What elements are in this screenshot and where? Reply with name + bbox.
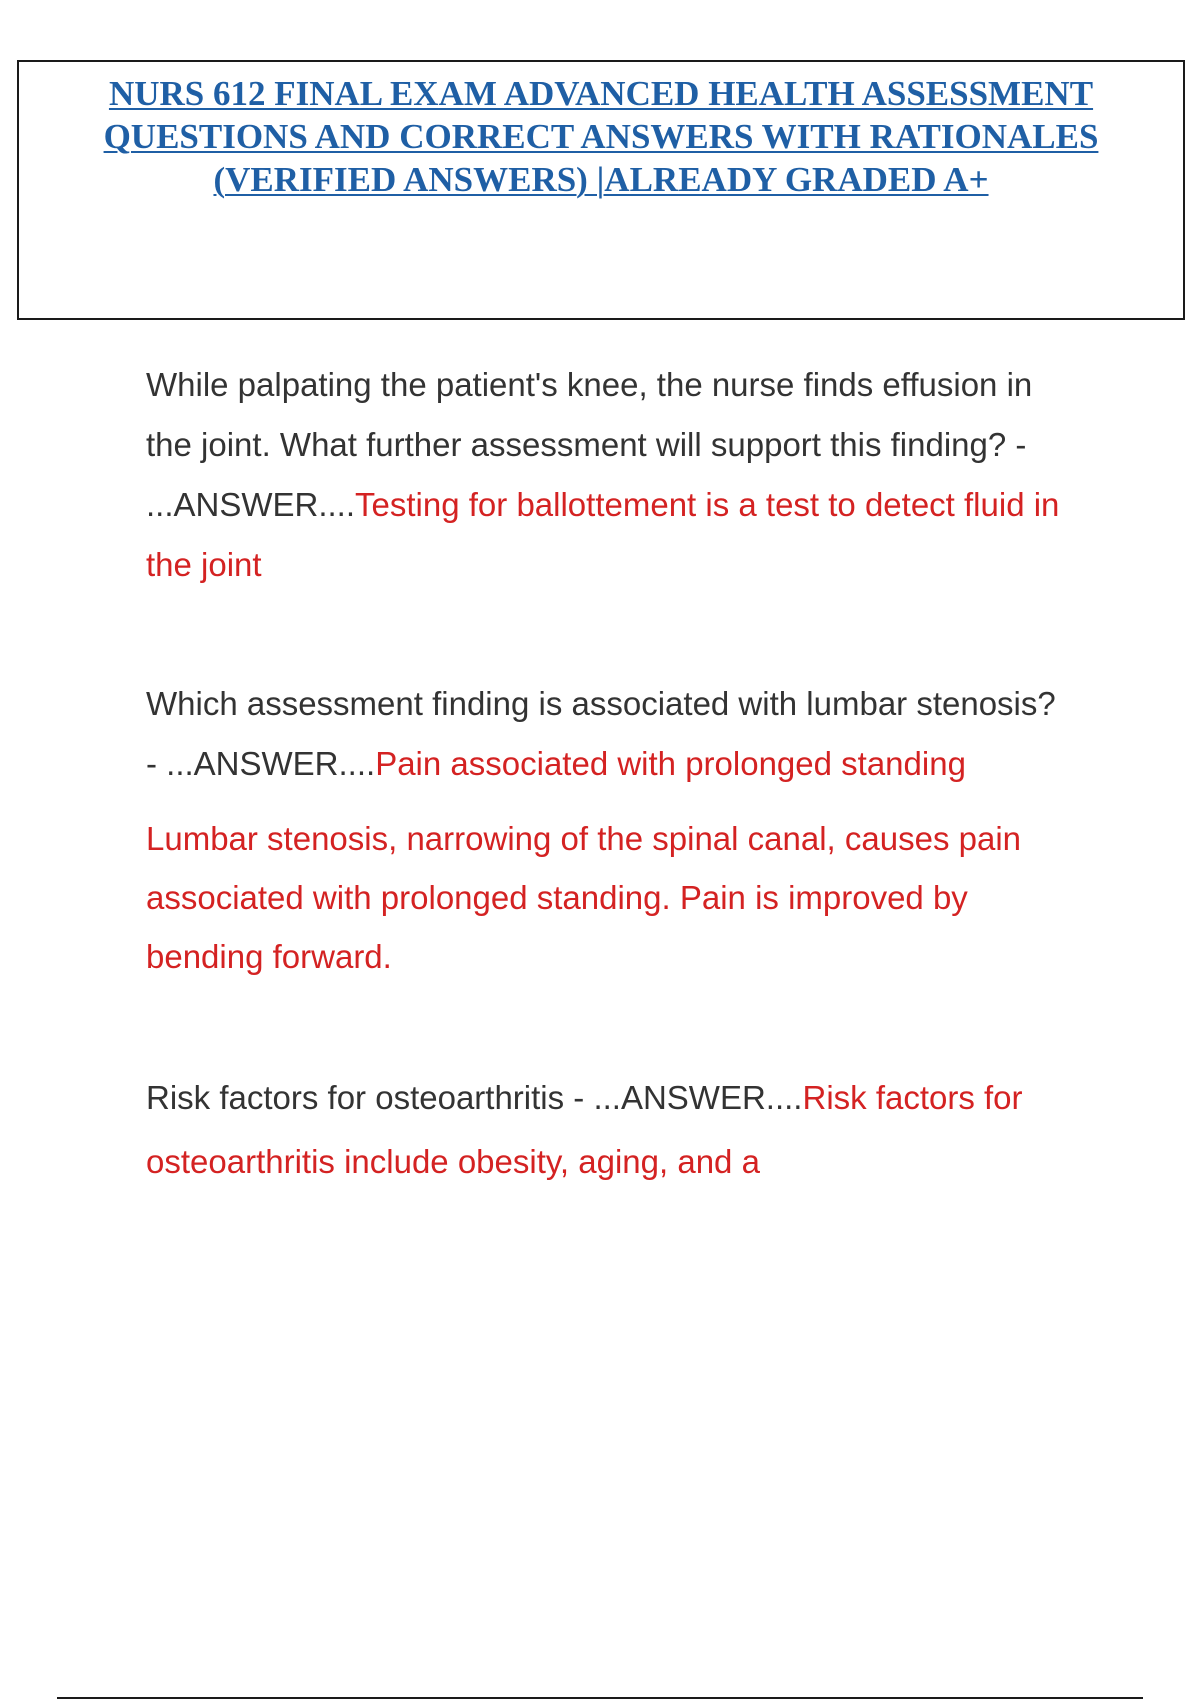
title-line-2: QUESTIONS AND CORRECT ANSWERS WITH RATIONALES — [103, 117, 1099, 156]
qa-item-1 — [146, 355, 1066, 595]
qa-item-3 — [146, 1066, 1066, 1194]
footer-divider — [57, 1697, 1143, 1699]
document-title — [19, 72, 1183, 201]
question-1: While palpating the patient's knee, the nurse finds effusion in the joint. What further assessment will support this finding? - ...ANSWER.... — [146, 366, 1033, 523]
answer-3: Risk factors for osteoarthritis include obesity, aging, and a — [146, 1079, 1023, 1180]
qa-content — [146, 355, 1066, 1194]
qa-item-2 — [146, 674, 1066, 794]
title-line-1: NURS 612 FINAL EXAM ADVANCED HEALTH ASSESSMENT — [108, 74, 1094, 113]
answer-2: Pain associated with prolonged standing — [375, 745, 966, 782]
rationale-2: Lumbar stenosis, narrowing of the spinal canal, causes pain associated with prolonged standing. Pain is improved by bending forward. — [146, 820, 1021, 975]
header-box — [17, 60, 1185, 320]
answer-1: Testing for ballottement is a test to detect fluid in the joint — [146, 486, 1060, 583]
question-3: Risk factors for osteoarthritis - ...ANSWER.... — [146, 1079, 803, 1116]
question-2: Which assessment finding is associated with lumbar stenosis? - ...ANSWER.... — [146, 685, 1056, 782]
title-line-3: (VERIFIED ANSWERS) |ALREADY GRADED A+ — [213, 160, 989, 199]
